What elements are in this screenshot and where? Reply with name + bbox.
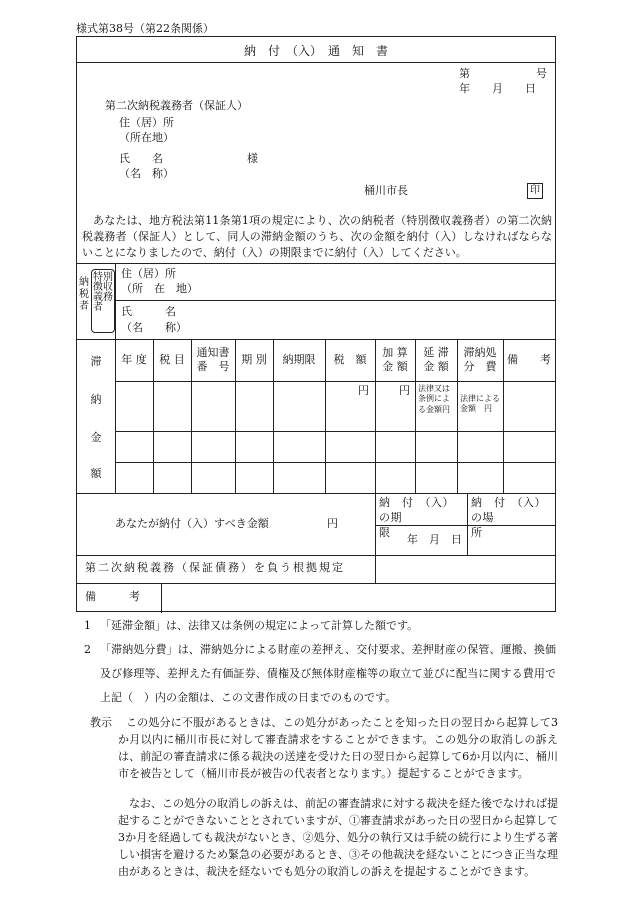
payment-amount-unit: 円: [327, 517, 338, 530]
notice-form: [76, 36, 556, 612]
note-1-text: 「延滞金額」は、法律又は条例の規定によって計算した額です。: [100, 619, 419, 632]
seal-mark: 印: [527, 183, 543, 199]
instruction-para-1: この処分に不服があるときは、この処分があったことを知った日の翌日から起算して3か月以内に桶川市長に対して審査請求をすることができます。この処分の取消しの訴えは、前記の審査請求に係る裁決の送達を受けた日の翌日から起算して6か月以内に、桶川市を被告として（桶川市長が被告の代表者となります。）提起することができます。: [118, 716, 558, 780]
withholding-agent-label: 特別徴収義務者: [93, 272, 113, 313]
payment-deadline-date: 年 月 日: [407, 533, 462, 546]
intro-text: あなたは、地方税法第11条第1項の規定により、次の納税者（特別徴収義務者）の第二次納税義務者（保証人）として、同人の滞納金額のうち、次の金額を納付（入）しなければならないことになりましたので、納付（入）の期限までに納付（入）してください。: [82, 214, 552, 259]
disposal-cost-note: 法律による金額 円: [460, 394, 500, 414]
taxpayer-name-label-sub: （名 称）: [121, 321, 187, 334]
note-2-num: 2: [84, 643, 91, 656]
notice-number: 第 号: [459, 67, 547, 80]
col-due-date: 納期限: [282, 353, 316, 366]
address-label: 住（居）所: [119, 116, 174, 129]
notice-date: 年 月 日: [459, 82, 536, 95]
payment-place-label: 納 付 （入） の場 所: [471, 496, 552, 539]
added-amount-unit: 円: [399, 384, 410, 397]
name-label: 氏 名: [119, 152, 163, 165]
col-added-amount: 加 算 金 額: [382, 346, 408, 373]
taxpayer-address-label-sub: （所 在 地）: [121, 282, 198, 295]
instruction-label: 教示: [90, 716, 112, 729]
col-period: 期 別: [241, 353, 267, 366]
name-label-sub: （名 称）: [119, 167, 174, 180]
arrears-label-4: 額: [90, 467, 102, 480]
arrears-label-1: 滞: [90, 355, 102, 368]
taxpayer-name-label: 氏 名: [121, 305, 176, 318]
basis-label: 第二次納税義務（保証債務）を負う根拠規定: [85, 561, 345, 574]
col-notice-number: 通知書 番 号: [196, 346, 230, 373]
col-tax-amount: 税 額: [333, 353, 367, 366]
remarks-label: 備 考: [85, 590, 140, 603]
delinquent-amount-note: 法律又は条例による金額円: [418, 384, 450, 414]
payment-amount-label: あなたが納付（入）すべき金額: [115, 517, 269, 530]
col-remarks: 備 考: [507, 353, 551, 366]
tax-amount-unit: 円: [358, 384, 369, 397]
address-label-sub: （所在地）: [119, 131, 174, 144]
taxpayer-address-label: 住（居）所: [121, 267, 176, 280]
arrears-label-3: 金: [90, 431, 102, 444]
form-title: 納 付 （入） 通 知 書: [243, 44, 388, 58]
col-fiscal-year: 年 度: [121, 353, 147, 366]
col-tax-item: 税 目: [159, 353, 185, 366]
form-number-label: 様式第38号（第22条関係）: [76, 22, 214, 35]
payment-deadline-label: 納 付 （入） の期 限: [379, 496, 460, 539]
col-delinquent-amount: 延 滞 金 額: [423, 346, 449, 373]
taxpayer-label: 納税者: [79, 277, 89, 312]
note-1-num: 1: [84, 619, 91, 632]
issuer: 桶川市長: [364, 184, 408, 197]
col-disposal-cost: 滞納処 分 費: [463, 346, 497, 373]
note-2-text: 「滞納処分費」は、滞納処分による財産の差押え、交付要求、差押財産の保管、運搬、換価及び修理等、差押えた有価証券、債権及び無体財産権等の取立て並びに配当に関する費用で上記（ ）内の金額は、この文書作成の日までのものです。: [100, 643, 556, 704]
addressee-label: 第二次納税義務者（保証人）: [105, 99, 248, 112]
honorific: 様: [247, 152, 258, 165]
arrears-label-2: 納: [90, 393, 102, 406]
instruction-para-2: なお、この処分の取消しの訴えは、前記の審査請求に対する裁決を経た後でなければ提起することができないこととされていますが、①審査請求があった日の翌日から起算して3か月を経過しても裁決がないとき、②処分、処分の執行又は手続の続行により生ずる著しい損害を避けるため緊急の必要があるとき、③その他裁決を経ないことにつき正当な理由があるときは、裁決を経ないでも処分の取消しの訴えを提起することができます。: [118, 797, 558, 878]
